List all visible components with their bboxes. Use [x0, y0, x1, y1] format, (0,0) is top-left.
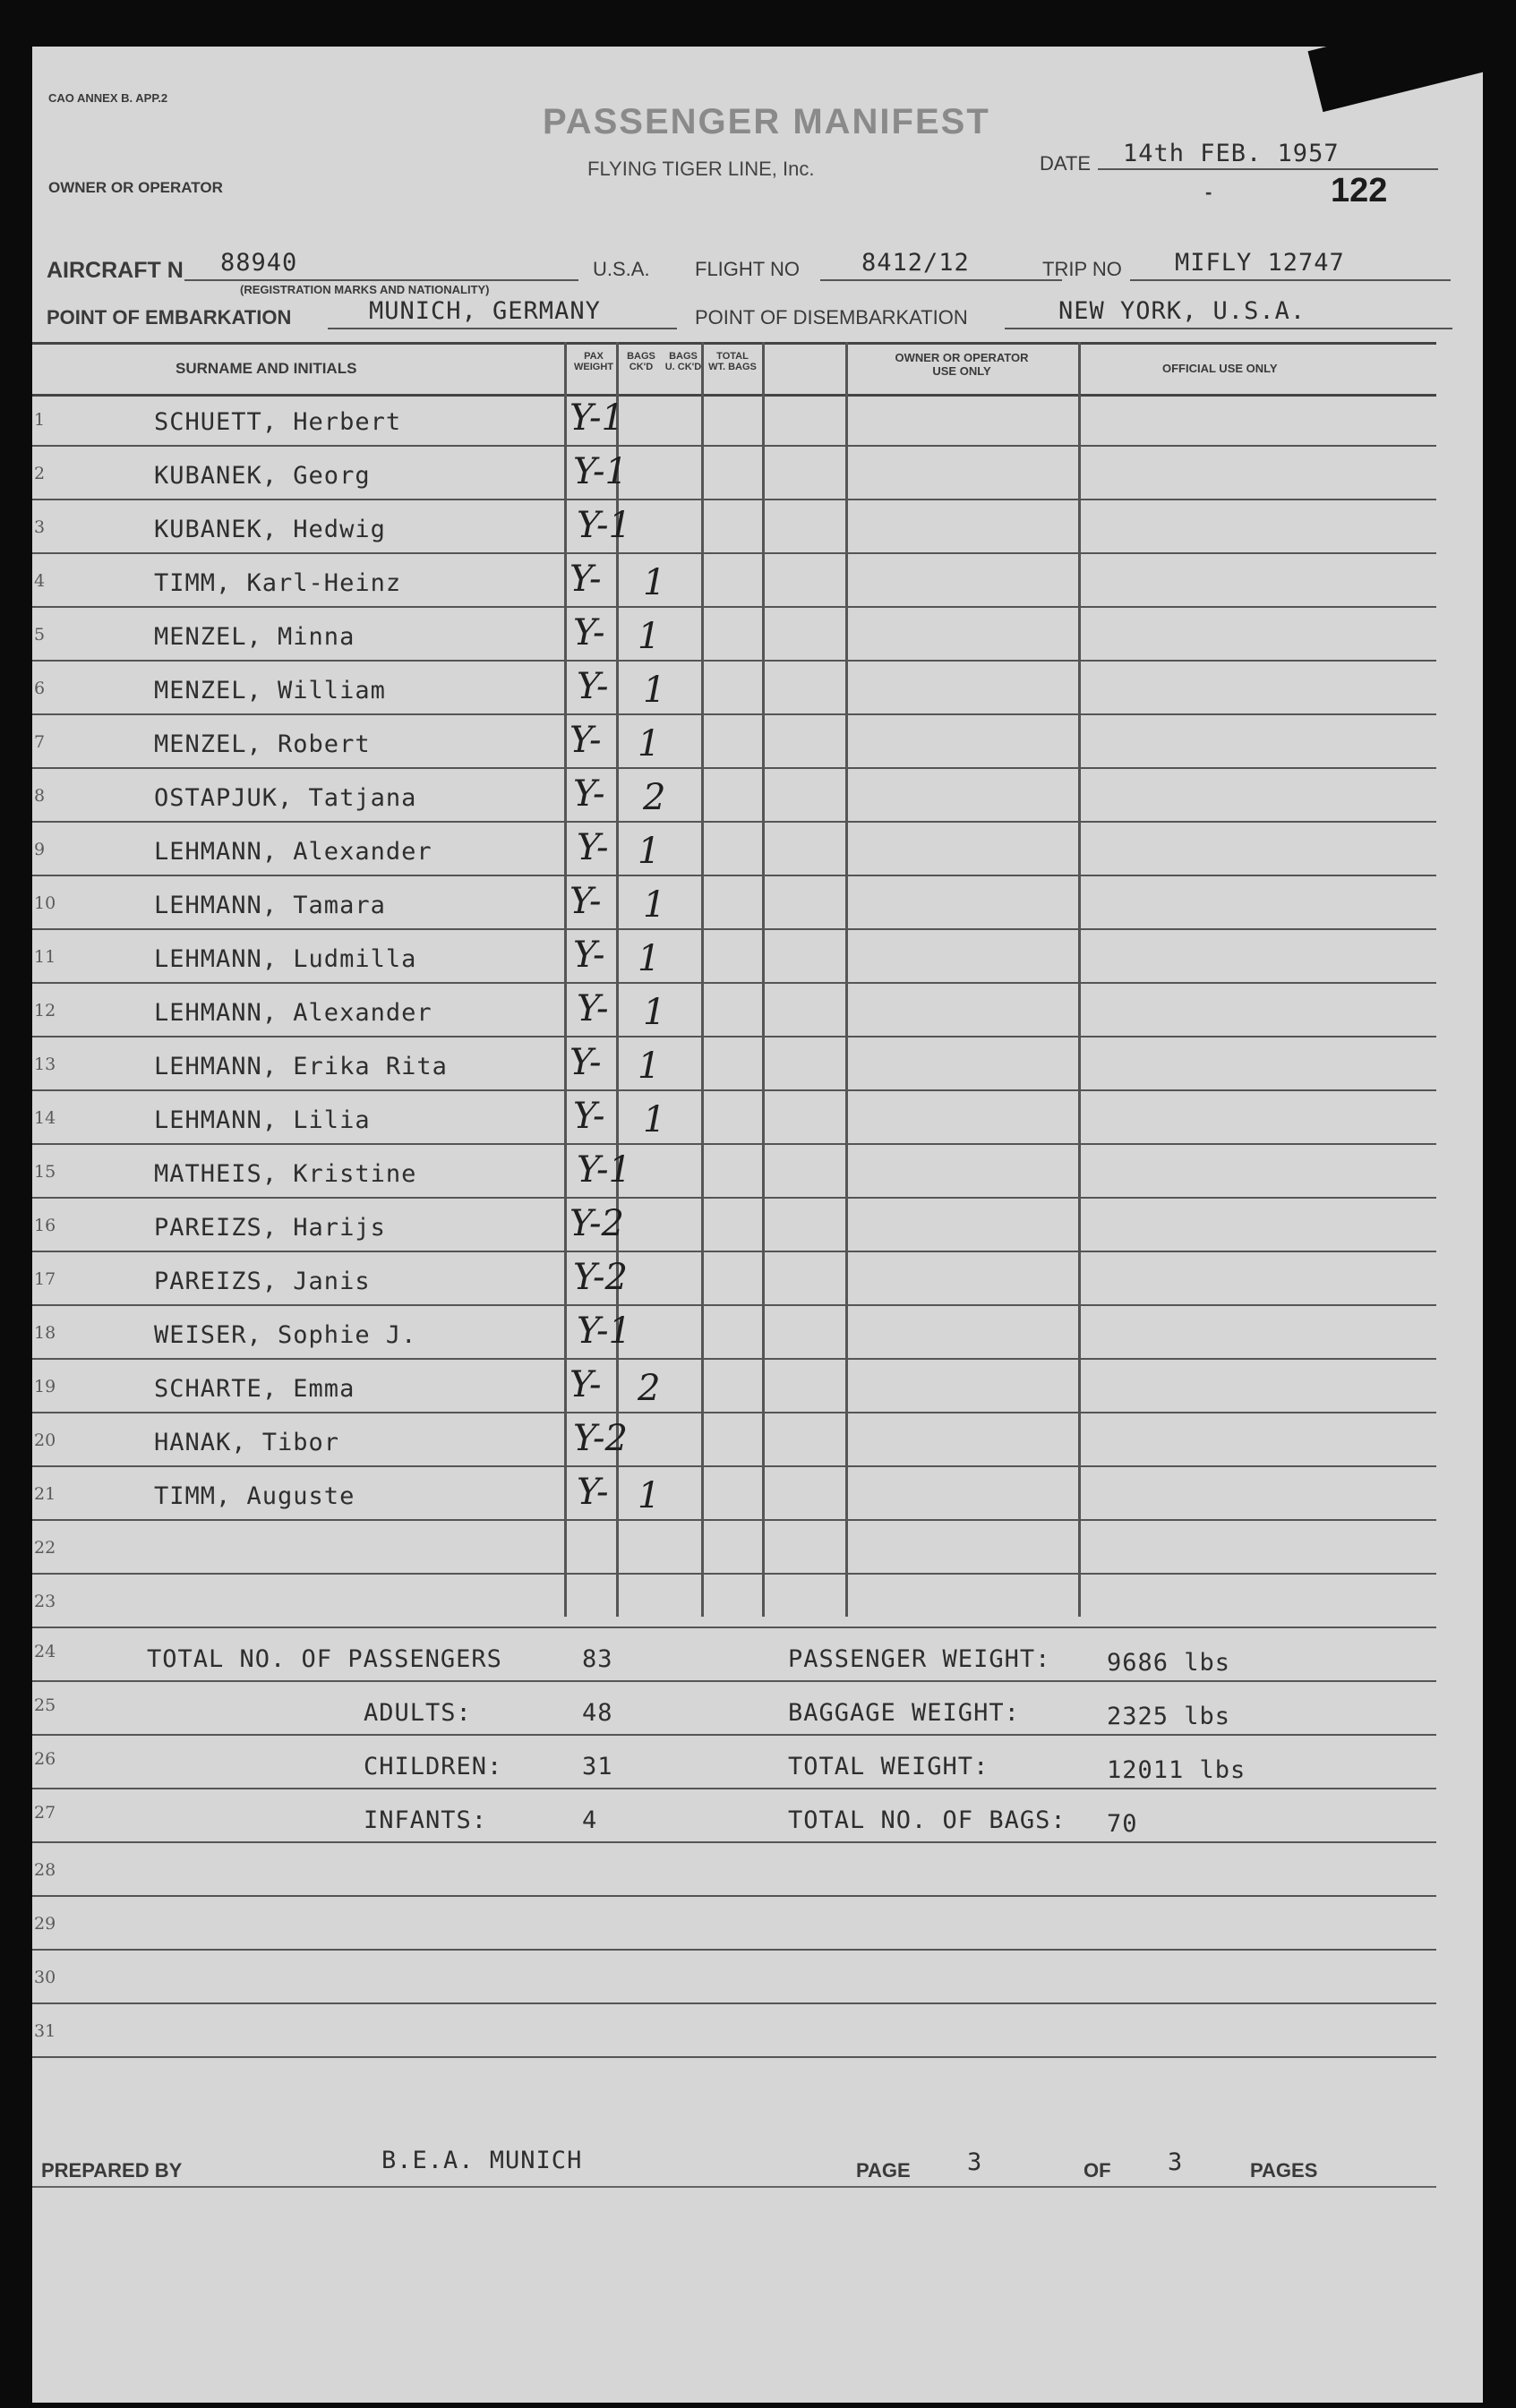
- passenger-name: OSTAPJUK, Tatjana: [154, 784, 417, 812]
- row-number: 28: [34, 1860, 56, 1880]
- weight-label: TOTAL NO. OF BAGS:: [788, 1806, 1066, 1834]
- pax-weight-mark: Y-: [573, 773, 605, 815]
- torn-corner: [1308, 47, 1483, 112]
- total-value: 48: [582, 1699, 613, 1727]
- prepared-value: B.E.A. MUNICH: [381, 2147, 583, 2174]
- manifest-title: PASSENGER MANIFEST: [543, 102, 990, 141]
- row-number: 17: [34, 1269, 56, 1289]
- bags-checked-mark: 2: [643, 777, 666, 818]
- prepared-label: PREPARED BY: [41, 2159, 183, 2182]
- operator-name: FLYING TIGER LINE, Inc.: [587, 158, 815, 180]
- aircraft-number: 88940: [220, 249, 298, 277]
- passenger-name: PAREIZS, Harijs: [154, 1214, 386, 1242]
- row-number: 31: [34, 2021, 56, 2041]
- total-label: INFANTS:: [364, 1806, 488, 1834]
- row-number: 18: [34, 1323, 56, 1343]
- pax-weight-mark: Y-: [577, 1472, 609, 1513]
- row-number: 22: [34, 1538, 56, 1558]
- row-number: 13: [34, 1055, 56, 1074]
- row-number: 21: [34, 1484, 56, 1504]
- row-number: 16: [34, 1216, 56, 1235]
- weight-value: 2325 lbs: [1107, 1703, 1231, 1730]
- of-label: OF: [1083, 2159, 1111, 2182]
- row-number: 19: [34, 1377, 56, 1396]
- total-value: 31: [582, 1753, 613, 1780]
- row-number: 2: [34, 464, 46, 483]
- weight-label: BAGGAGE WEIGHT:: [788, 1699, 1020, 1727]
- pax-weight-mark: Y-1: [577, 1311, 631, 1352]
- col-pax-weight: PAX WEIGHT: [574, 351, 613, 372]
- pax-weight-mark: Y-: [570, 1042, 602, 1083]
- passenger-name: KUBANEK, Georg: [154, 462, 371, 490]
- passenger-name: MENZEL, William: [154, 677, 386, 704]
- trip-label: TRIP NO: [1042, 258, 1122, 280]
- manifest-sheet: [32, 47, 1483, 2403]
- passenger-name: LEHMANN, Erika Rita: [154, 1053, 448, 1080]
- row-number: 5: [34, 625, 46, 645]
- pax-weight-mark: Y-: [570, 881, 602, 922]
- pax-weight-mark: Y-2: [573, 1257, 628, 1298]
- pax-weight-mark: Y-: [573, 1096, 605, 1137]
- flight-label: FLIGHT NO: [695, 258, 800, 280]
- passenger-name: LEHMANN, Tamara: [154, 892, 386, 919]
- row-number: 12: [34, 1001, 56, 1020]
- row-number: 23: [34, 1592, 56, 1611]
- bags-checked-mark: 1: [643, 992, 666, 1033]
- bags-checked-mark: 1: [638, 831, 661, 872]
- row-number: 4: [34, 571, 46, 591]
- row-number: 8: [34, 786, 46, 806]
- col-bags-ckd: BAGS CK'D: [627, 351, 655, 372]
- total-label: TOTAL NO. OF PASSENGERS: [147, 1645, 502, 1673]
- dash-mark: -: [1205, 181, 1212, 203]
- pax-weight-mark: Y-: [573, 935, 605, 976]
- bags-checked-mark: 2: [638, 1368, 661, 1409]
- total-label: ADULTS:: [364, 1699, 472, 1727]
- pax-weight-mark: Y-: [570, 720, 602, 761]
- row-number: 7: [34, 732, 46, 752]
- passenger-name: WEISER, Sophie J.: [154, 1321, 417, 1349]
- passenger-name: PAREIZS, Janis: [154, 1268, 371, 1295]
- passenger-name: HANAK, Tibor: [154, 1429, 340, 1456]
- col-total-wt: TOTAL WT. BAGS: [708, 351, 757, 372]
- row-number: 1: [34, 410, 46, 430]
- pax-weight-mark: Y-: [577, 988, 609, 1029]
- pax-weight-mark: Y-: [570, 1364, 602, 1405]
- pax-weight-mark: Y-: [577, 827, 609, 868]
- row-number: 24: [34, 1642, 56, 1661]
- row-number: 6: [34, 679, 46, 698]
- passenger-name: SCHUETT, Herbert: [154, 408, 402, 436]
- pax-weight-mark: Y-1: [570, 397, 624, 439]
- form-reference: CAO ANNEX B. APP.2: [48, 91, 168, 105]
- passenger-name: KUBANEK, Hedwig: [154, 516, 386, 543]
- pax-weight-mark: Y-2: [570, 1203, 624, 1244]
- pax-weight-mark: Y-: [570, 559, 602, 600]
- passenger-name: MENZEL, Minna: [154, 623, 355, 651]
- flight-number: 8412/12: [861, 249, 970, 277]
- bags-checked-mark: 1: [638, 1046, 661, 1087]
- col-bags-unckd: BAGS U. CK'D: [664, 351, 702, 372]
- passenger-name: TIMM, Auguste: [154, 1482, 355, 1510]
- embarkation-value: MUNICH, GERMANY: [369, 297, 601, 325]
- date-label: DATE: [1040, 152, 1092, 175]
- pax-weight-mark: Y-2: [573, 1418, 628, 1459]
- total-label: CHILDREN:: [364, 1753, 503, 1780]
- weight-value: 12011 lbs: [1107, 1756, 1246, 1784]
- row-number: 9: [34, 840, 46, 859]
- weight-value: 9686 lbs: [1107, 1649, 1231, 1677]
- trip-number: MIFLY 12747: [1175, 249, 1345, 277]
- pax-weight-mark: Y-1: [577, 505, 631, 546]
- passenger-name: LEHMANN, Alexander: [154, 838, 433, 866]
- page-number: 122: [1331, 172, 1388, 209]
- row-number: 29: [34, 1914, 56, 1934]
- bags-checked-mark: 1: [638, 1475, 661, 1516]
- total-value: 4: [582, 1806, 598, 1834]
- pax-weight-mark: Y-: [573, 612, 605, 653]
- col-owner-use: OWNER OR OPERATOR USE ONLY: [895, 351, 1029, 378]
- registration-note: (REGISTRATION MARKS AND NATIONALITY): [240, 283, 490, 296]
- owner-label: OWNER OR OPERATOR: [48, 179, 223, 196]
- disembarkation-label: POINT OF DISEMBARKATION: [695, 306, 968, 329]
- pages-label: PAGES: [1250, 2159, 1318, 2182]
- passenger-name: LEHMANN, Alexander: [154, 999, 433, 1027]
- bags-checked-mark: 1: [643, 884, 666, 926]
- weight-label: TOTAL WEIGHT:: [788, 1753, 989, 1780]
- col-official-use: OFFICIAL USE ONLY: [1162, 362, 1278, 375]
- bags-checked-mark: 1: [643, 1099, 666, 1140]
- pax-weight-mark: Y-: [577, 666, 609, 707]
- total-value: 83: [582, 1645, 613, 1673]
- row-number: 11: [34, 947, 56, 967]
- pax-weight-mark: Y-1: [577, 1149, 631, 1191]
- passenger-name: TIMM, Karl-Heinz: [154, 569, 402, 597]
- row-number: 10: [34, 893, 56, 913]
- bags-checked-mark: 1: [638, 938, 661, 979]
- bags-checked-mark: 1: [638, 723, 661, 764]
- passenger-name: MENZEL, Robert: [154, 730, 371, 758]
- passenger-name: LEHMANN, Ludmilla: [154, 945, 417, 973]
- page-value: 3: [967, 2148, 983, 2176]
- passenger-name: SCHARTE, Emma: [154, 1375, 355, 1403]
- row-number: 14: [34, 1108, 56, 1128]
- bags-checked-mark: 1: [643, 670, 666, 711]
- embarkation-label: POINT OF EMBARKATION: [47, 306, 292, 329]
- date-value: 14th FEB. 1957: [1123, 140, 1340, 167]
- row-number: 30: [34, 1968, 56, 1987]
- page-label: PAGE: [856, 2159, 911, 2182]
- aircraft-label: AIRCRAFT N: [47, 258, 184, 283]
- disembarkation-value: NEW YORK, U.S.A.: [1058, 297, 1306, 325]
- row-number: 27: [34, 1803, 56, 1823]
- col-surname: SURNAME AND INITIALS: [176, 360, 357, 377]
- pax-weight-mark: Y-1: [573, 451, 628, 492]
- passenger-name: MATHEIS, Kristine: [154, 1160, 417, 1188]
- country-label: U.S.A.: [593, 258, 650, 280]
- row-number: 15: [34, 1162, 56, 1182]
- of-value: 3: [1168, 2148, 1184, 2176]
- row-number: 3: [34, 517, 46, 537]
- row-number: 20: [34, 1430, 56, 1450]
- bags-checked-mark: 1: [638, 616, 661, 657]
- bags-checked-mark: 1: [643, 562, 666, 603]
- weight-value: 70: [1107, 1810, 1138, 1838]
- passenger-name: LEHMANN, Lilia: [154, 1106, 371, 1134]
- row-number: 25: [34, 1695, 56, 1715]
- weight-label: PASSENGER WEIGHT:: [788, 1645, 1051, 1673]
- row-number: 26: [34, 1749, 56, 1769]
